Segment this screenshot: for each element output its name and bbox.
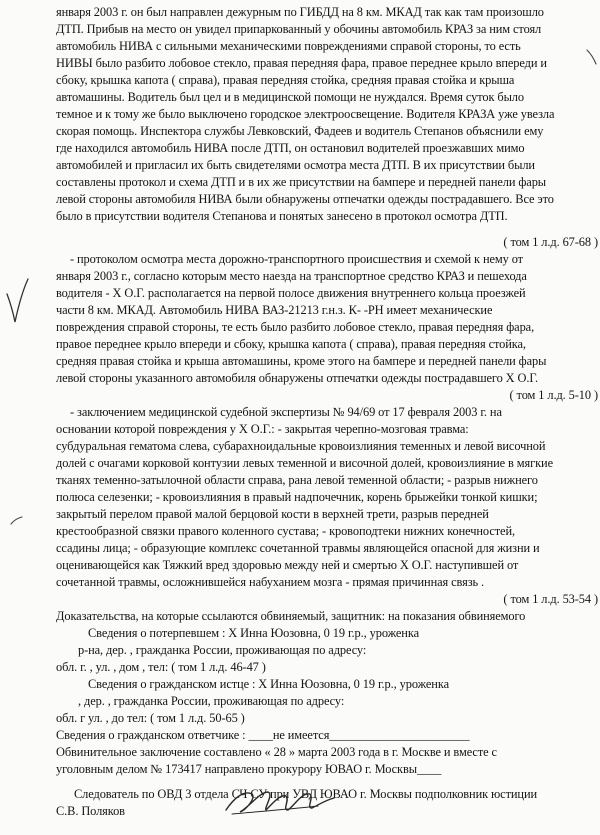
text-line: р-на, дер. , гражданка России, проживающая по адресу:	[78, 643, 367, 657]
text-line: сочетанной травмы, осложнившейся набуханием мозга - прямая причинная связь .	[56, 575, 485, 589]
text-line: НИВЫ было разбито лобовое стекло, правая передняя фара, правое переднее крыло впереди и	[56, 56, 547, 70]
text-line: части 8 км. МКАД. Автомобиль НИВА ВАЗ-21213 г.н.з. К- -РН имеет механические	[56, 303, 493, 317]
text-line: обл. г. , ул. , дом , тел: ( том 1 л.д. 46-47 )	[56, 660, 266, 674]
text-line: тканях теменно-затылочной области справа, рана левой теменной области; - разрыв нижнего	[56, 473, 538, 487]
text-line: Сведения о гражданском ответчике : ____не имеется_______________________	[56, 728, 470, 742]
text-line: Обвинительное заключение составлено « 28 » марта 2003 года в г. Москве и вместе с	[56, 745, 497, 759]
text-line: оценивающейся как Тяжкий вред здоровью между ней и смертью Х О.Г. наступившей от	[56, 558, 519, 572]
text-line: - протоколом осмотра места дорожно-транспортного происшествия и схемой к нему от	[70, 252, 523, 266]
text-line: Доказательства, на которые ссылаются обвиняемый, защитник: на показания обвиняемого	[56, 609, 526, 623]
text-line: левой стороны указанного автомобиля обнаружены отпечатки одежды пострадавшего Х О.Г.	[56, 371, 539, 385]
handwritten-check-mark	[4, 276, 30, 326]
text-line: долей с очагами корковой контузии левых теменной и височной долей, кровоизлияние в мягкие	[56, 456, 553, 470]
reference-citation: ( том 1 л.д. 5-10 )	[509, 388, 598, 402]
text-line: водителя - Х О.Г. располагается на первой полосе движения внутреннего кольца проезжей	[56, 286, 526, 300]
text-line: автомобилей и пригласил их быть свидетелями осмотра места ДТП. В их присутствии были	[56, 158, 535, 172]
text-line: закрытый перелом правой малой берцовой кости в верхней трети, разрыв передней	[56, 507, 489, 521]
handwritten-mark	[584, 46, 598, 66]
text-line: скорая помощь. Инспектора службы Левковский, Фадеев и водитель Степанов объяснили ему	[56, 124, 544, 138]
text-line: января 2003 г. он был направлен дежурным по ГИБДД на 8 км. МКАД так как там произошло	[56, 5, 544, 19]
text-line: Сведения о потерпевшем : Х Инна Юозовна, 0 19 г.р., уроженка	[88, 626, 419, 640]
text-line: уголовным делом № 173417 направлено прокурору ЮВАО г. Москвы____	[56, 762, 442, 776]
text-line: января 2003 г., согласно которым место наезда на транспортное средство КРАЗ и пешехода	[56, 269, 527, 283]
text-line: полюса селезенки; - кровоизлияния в правый надпочечник, корень брыжейки тонкой кишки;	[56, 490, 538, 504]
text-line: автомашины. Водитель был цел и в медицинской помощи не нуждался. Время суток было	[56, 90, 524, 104]
text-line: средняя правая стойка и крыша автомашины, кроме этого на бампере и передней панели фары	[56, 354, 547, 368]
text-line: правое переднее крыло впереди и сбоку, крышка капота ( справа), правая передняя стойка,	[56, 337, 526, 351]
reference-citation: ( том 1 л.д. 53-54 )	[503, 592, 598, 606]
text-line: темное и к тому же было выключено городское электроосвещение. Водителя КРАЗА уже увезла	[56, 107, 555, 121]
text-line: субдуральная гематома слева, субарахноидальные кровоизлияния теменных и левой височной	[56, 439, 546, 453]
text-line: повреждения справой стороны, те есть было разбито лобовое стекло, правая передняя фара,	[56, 320, 535, 334]
text-line: крестообразной связки правого коленного сустава; - кровоподтеки нижних конечностей,	[56, 524, 515, 538]
text-line: сбоку, крышка капота ( справа), правая передняя стойка, средняя правая стойка и крыша	[56, 73, 515, 87]
text-line: левой стороны автомобиля НИВА были обнаружены отпечатки одежды пострадавшего. Все это	[56, 192, 554, 206]
text-line: автомобиль НИВА с сильными механическими повреждениями справой стороны, то есть	[56, 39, 521, 53]
signature	[222, 780, 342, 820]
text-line: составлены протокол и схема ДТП и в их же присутствии на бампере и передней панели фары	[56, 175, 547, 189]
handwritten-mark	[8, 510, 24, 530]
text-line: - заключением медицинской судебной экспертизы № 94/69 от 17 февраля 2003 г. на	[70, 405, 502, 419]
text-line: обл. г ул. , до тел: ( том 1 л.д. 50-65 )	[56, 711, 245, 725]
text-line: , дер. , гражданка России, проживающая по адресу:	[78, 694, 345, 708]
text-line: Следователь по ОВД 3 отдела СЧ СУ при УВД ЮВАО г. Москвы подполковник юстиции	[74, 787, 538, 801]
text-line: ссадины лица; - образующие комплекс сочетанной травмы являющейся опасной для жизни и	[56, 541, 540, 555]
text-line: где находился автомобиль НИВА после ДТП, он остановил водителей проезжавших мимо	[56, 141, 525, 155]
text-line: ДТП. Прибыв на место он увидел припаркованный у обочины автомобиль КРАЗ за ним стоял	[56, 22, 542, 36]
text-line: С.В. Поляков	[56, 804, 125, 818]
reference-citation: ( том 1 л.д. 67-68 )	[503, 235, 598, 249]
text-line: Сведения о гражданском истце : Х Инна Юозовна, 0 19 г.р., уроженка	[88, 677, 449, 691]
text-line: было в присутствии водителя Степанова и понятых занесено в протокол осмотра ДТП.	[56, 209, 508, 223]
text-line: основании которой повреждения у Х О.Г.: - закрытая черепно-мозговая травма:	[56, 422, 469, 436]
